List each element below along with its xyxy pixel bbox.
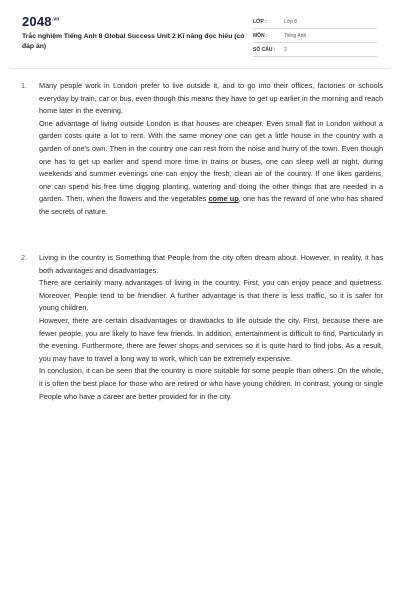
question-2 [21,252,383,403]
header-divider [10,68,390,69]
question-2-paragraph-4: In conclusion, it can be seen that the country is more suitable for some people than others. On the whole, it is often the best place for those who are retired or who have young children. In contrast, young or single People who have a career are better provided for in the city. [39,366,383,401]
question-2-paragraph-1: Living in the country is Something that People from the city often dream about. However, in reality, it has both advantages and disadvantages. [39,253,383,275]
meta-class-label: LỚP : [253,19,267,25]
meta-count-value: 2 [284,47,287,53]
underlined-phrase: come up [208,194,239,204]
question-1-paragraph-2 [39,118,383,219]
meta-count-row [253,44,377,57]
question-2-number: 2. [21,253,28,262]
paragraph-2-text-before: One advantage of living outside London is that houses are cheaper. Even small flat in London without a garden costs quite a lot to rent. With the same money one can get a little house in the country with a garden of one's own. Then in the country one can rest from the noise and hurry of the town. Even though one has to get up earlier and spend more time in trains or buses, one can sleep well at night, during weekends and summer evenings one can enjoy the fresh, clean air of the country. If one likes gardens, one can spend his free time digging planting, watering and doing the other things that are needed in a garden. Then, when the flowers and the vegetables [39,118,383,204]
meta-class-value: Lớp 8 [284,19,298,25]
meta-subject-row [253,30,377,43]
question-1-number: 1. [21,81,28,90]
site-logo[interactable] [22,14,60,29]
document-header [0,0,400,70]
paragraph-2-text-after: , one has the reward of one who has shared the secrets of nature. [39,194,383,216]
question-1-paragraph-1: Many people work in London prefer to live outside it, and to go into their offices, factories or schools everyday by train, car or bus, even though this means they have to get up earlier in the morning and reach home later in the evening. [39,81,383,116]
question-1 [21,80,383,219]
meta-count-label: SỐ CÂU : [253,47,276,53]
meta-class-row [253,16,377,29]
question-2-paragraph-3: However, there are certain disadvantages or drawbacks to life outside the city. First, because there are fewer people, you are likely to have few friends. In addition, entertainment is difficult to find, Particularly in the evening. Furthermore, there are fewer shops and services so it is quite hard to find jobs. As a result, you may have to travel a long way to work, which can be extremely expensive. [39,315,383,363]
logo-text: 2048 [22,14,52,29]
question-2-paragraph-2: There are certainly many advantages of living in the country. First, you can enjoy peace and quietness. Moreover, People tend to be friendlier. A further advantage is that there is less traffic, so it is safer for young children. [39,278,383,313]
meta-subject-label: MÔN : [253,33,268,39]
question-2-passage [39,252,383,403]
document-title: Trắc nghiệm Tiếng Anh 8 Global Success Unit 2 Kĩ năng đọc hiểu (có đáp án) [22,33,245,50]
logo-suffix: .vn [51,16,60,23]
question-1-passage [39,80,383,219]
meta-subject-value: Tiếng Anh [284,33,307,39]
